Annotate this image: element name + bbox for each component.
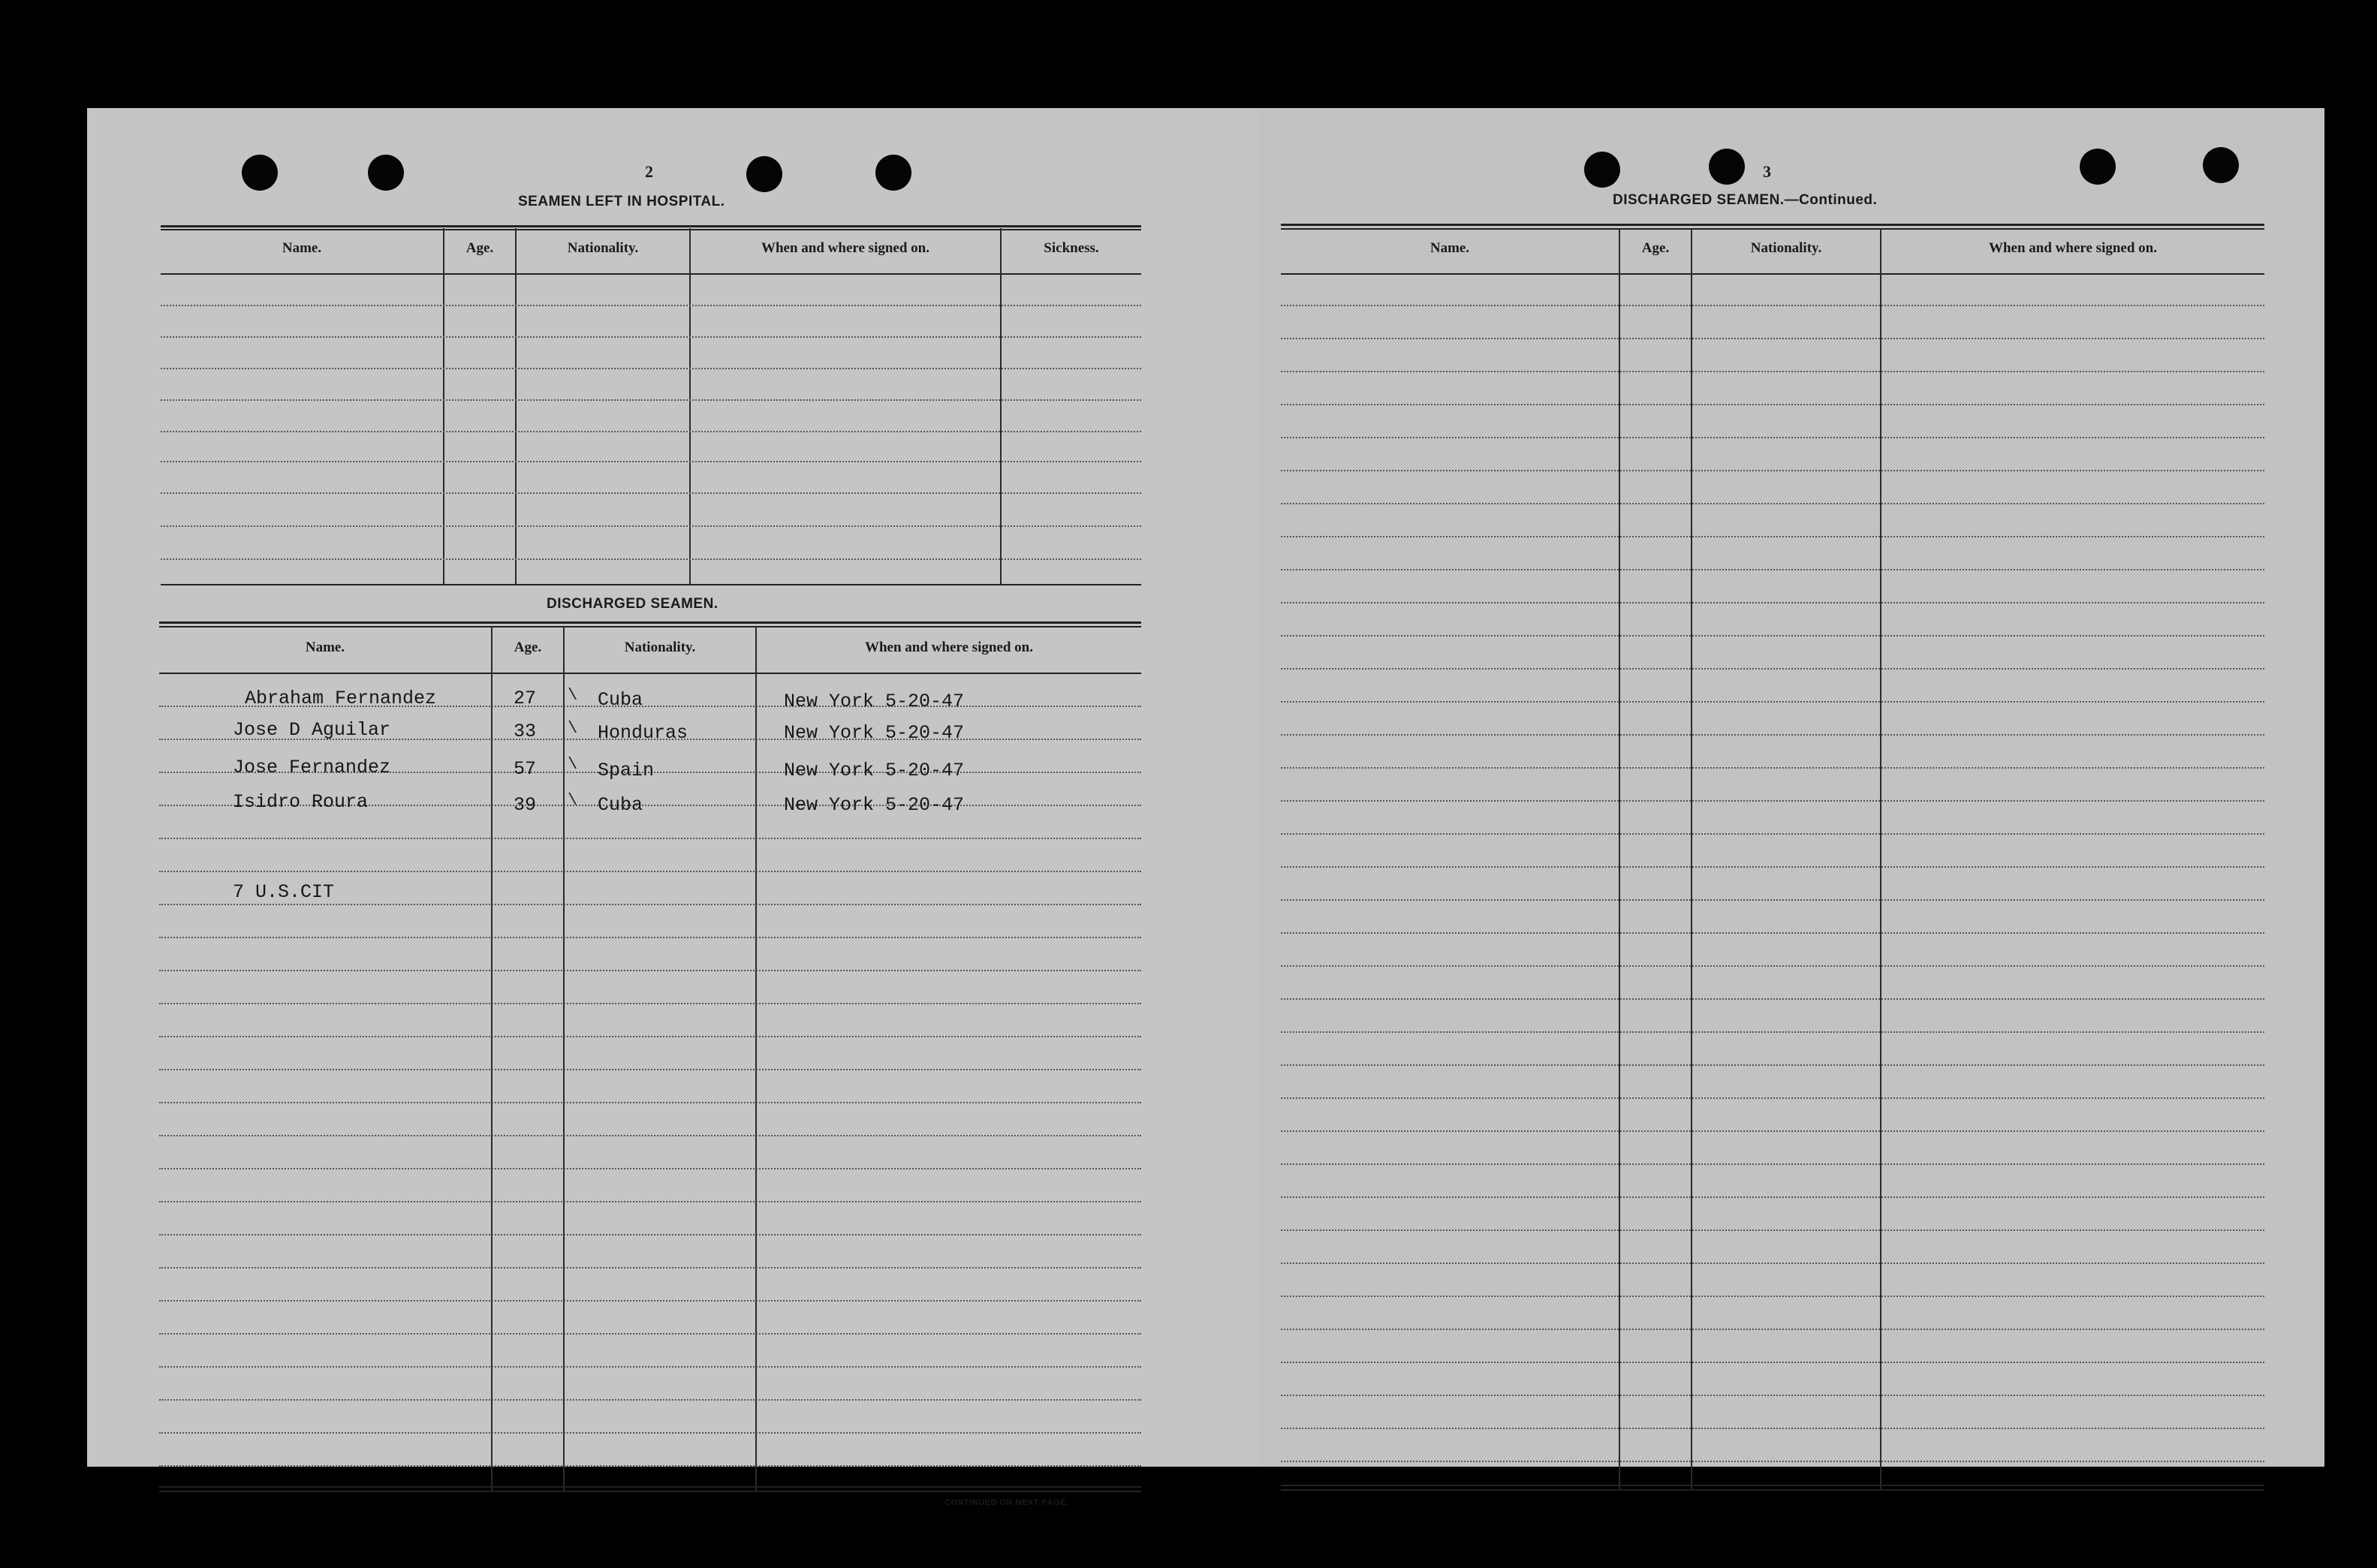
ruled-line <box>1281 470 2264 471</box>
ruled-line <box>159 1366 1141 1368</box>
hospital-col-age: Age. <box>465 240 494 256</box>
ruled-line <box>1281 932 2264 934</box>
ruled-line <box>1281 305 2264 306</box>
continued-col-name: Name. <box>1430 240 1470 256</box>
seaman-nationality: Cuba <box>598 794 643 816</box>
seaman-age: 39 <box>514 794 537 816</box>
left-page: 2 SEAMEN LEFT IN HOSPITAL. Name. Age. Nationality. When and where signed on. Sickness. DISCHARGED SEAMEN. Name. Age. Nationality. When and where signed on. Abraham Fernandez 27 \ Cuba New York 5-20-47 Jose D Aguilar 33 \ Honduras New York 5-20-47 Jose Fernandez 57 \ Spain New York 5-20-47 Isidro Roura 39 \ Cuba New York 5-20-47 7 U.S.CIT CONTINUED ON NEXT PAGE. <box>87 108 1258 1467</box>
ruled-line <box>159 970 1141 971</box>
punch-hole-icon <box>2203 147 2239 183</box>
ruled-line <box>1281 899 2264 901</box>
ruled-line <box>1281 998 2264 1000</box>
ruled-line <box>1281 536 2264 537</box>
discharged-section-title: DISCHARGED SEAMEN. <box>547 596 719 612</box>
hospital-col-nationality: Nationality. <box>567 240 639 256</box>
ruled-line <box>159 1069 1141 1070</box>
ruled-line <box>159 1399 1141 1401</box>
ruled-line <box>159 1003 1141 1004</box>
ruled-line <box>159 1135 1141 1136</box>
hospital-col-sickness: Sickness. <box>1044 240 1099 256</box>
punch-hole-icon <box>875 155 911 191</box>
seaman-signed-on: New York 5-20-47 <box>784 760 965 781</box>
ruled-line <box>1281 1428 2264 1429</box>
seaman-signed-on: New York 5-20-47 <box>784 691 965 712</box>
right-page <box>1258 108 2324 1467</box>
seaman-nationality: Honduras <box>598 722 688 744</box>
ruled-line <box>159 937 1141 938</box>
punch-hole-icon <box>746 156 782 192</box>
seaman-age: 27 <box>514 688 537 709</box>
ruled-line <box>1281 1461 2264 1462</box>
seaman-age: 33 <box>514 721 537 742</box>
seaman-name: Isidro Roura <box>233 791 369 813</box>
ruled-line <box>1281 1263 2264 1264</box>
ruled-line <box>1281 1362 2264 1363</box>
ruled-line <box>159 1333 1141 1335</box>
ruled-line <box>1281 1395 2264 1396</box>
citizens-note: 7 U.S.CIT <box>233 881 335 903</box>
continued-col-age: Age. <box>1641 240 1670 256</box>
seaman-nationality: Spain <box>598 760 655 781</box>
ruled-line <box>1281 503 2264 504</box>
ruled-line <box>159 1168 1141 1169</box>
ruled-line <box>159 1234 1141 1235</box>
ruled-line <box>1281 437 2264 438</box>
seaman-name: Jose Fernandez <box>233 757 391 778</box>
ruled-line <box>159 1201 1141 1202</box>
continued-col-signed-on: When and where signed on. <box>1988 240 2157 256</box>
ruled-line <box>1281 1163 2264 1165</box>
ruled-line <box>1281 1064 2264 1066</box>
seaman-name: Abraham Fernandez <box>245 688 437 709</box>
discharged-col-name: Name. <box>305 640 345 655</box>
ruled-line <box>1281 800 2264 802</box>
ruled-line <box>159 838 1141 839</box>
ruled-line <box>1281 833 2264 835</box>
hospital-section-title: SEAMEN LEFT IN HOSPITAL. <box>518 194 725 209</box>
ruled-line <box>1281 1229 2264 1231</box>
continued-footer: CONTINUED ON NEXT PAGE. <box>944 1498 1069 1507</box>
ruled-line <box>1281 1329 2264 1330</box>
hospital-col-name: Name. <box>282 240 322 256</box>
ruled-line <box>159 1465 1141 1467</box>
page-number: 3 <box>1763 162 1771 181</box>
ruled-line <box>1281 668 2264 670</box>
punch-hole-icon <box>242 155 278 191</box>
ruled-line <box>1281 767 2264 769</box>
ruled-line <box>1281 1097 2264 1099</box>
ruled-line <box>1281 635 2264 637</box>
ruled-line <box>1281 1130 2264 1132</box>
ruled-line <box>1281 701 2264 703</box>
ruled-line <box>159 1036 1141 1037</box>
discharged-col-nationality: Nationality. <box>624 640 696 655</box>
seaman-name: Jose D Aguilar <box>233 719 391 741</box>
ruled-line <box>1281 602 2264 603</box>
punch-hole-icon <box>1709 149 1745 185</box>
punch-hole-icon <box>1584 152 1620 188</box>
ruled-line <box>159 904 1141 905</box>
ruled-line <box>1281 965 2264 967</box>
ruled-line <box>159 1300 1141 1302</box>
discharged-col-age: Age. <box>514 640 542 655</box>
ruled-line <box>1281 371 2264 372</box>
ruled-line <box>159 1267 1141 1269</box>
ruled-line <box>1281 1196 2264 1198</box>
continued-col-nationality: Nationality. <box>1750 240 1822 256</box>
ruled-line <box>1281 734 2264 736</box>
ruled-line <box>1281 404 2264 405</box>
page-number: 2 <box>645 162 653 181</box>
ruled-line <box>159 871 1141 872</box>
ruled-line <box>159 1432 1141 1434</box>
ruled-line <box>1281 569 2264 570</box>
punch-hole-icon <box>2080 149 2116 185</box>
discharged-col-signed-on: When and where signed on. <box>864 640 1033 655</box>
ruled-line <box>1281 338 2264 339</box>
ruled-line <box>1281 866 2264 868</box>
hospital-col-signed-on: When and where signed on. <box>761 240 929 256</box>
seaman-signed-on: New York 5-20-47 <box>784 794 965 816</box>
seaman-nationality: Cuba <box>598 689 643 711</box>
seaman-signed-on: New York 5-20-47 <box>784 722 965 744</box>
ruled-line <box>1281 1031 2264 1033</box>
ruled-line <box>1281 1296 2264 1297</box>
ruled-line <box>159 1102 1141 1103</box>
discharged-continued-title: DISCHARGED SEAMEN.—Continued. <box>1613 192 1878 208</box>
punch-hole-icon <box>368 155 404 191</box>
seaman-age: 57 <box>514 758 537 780</box>
